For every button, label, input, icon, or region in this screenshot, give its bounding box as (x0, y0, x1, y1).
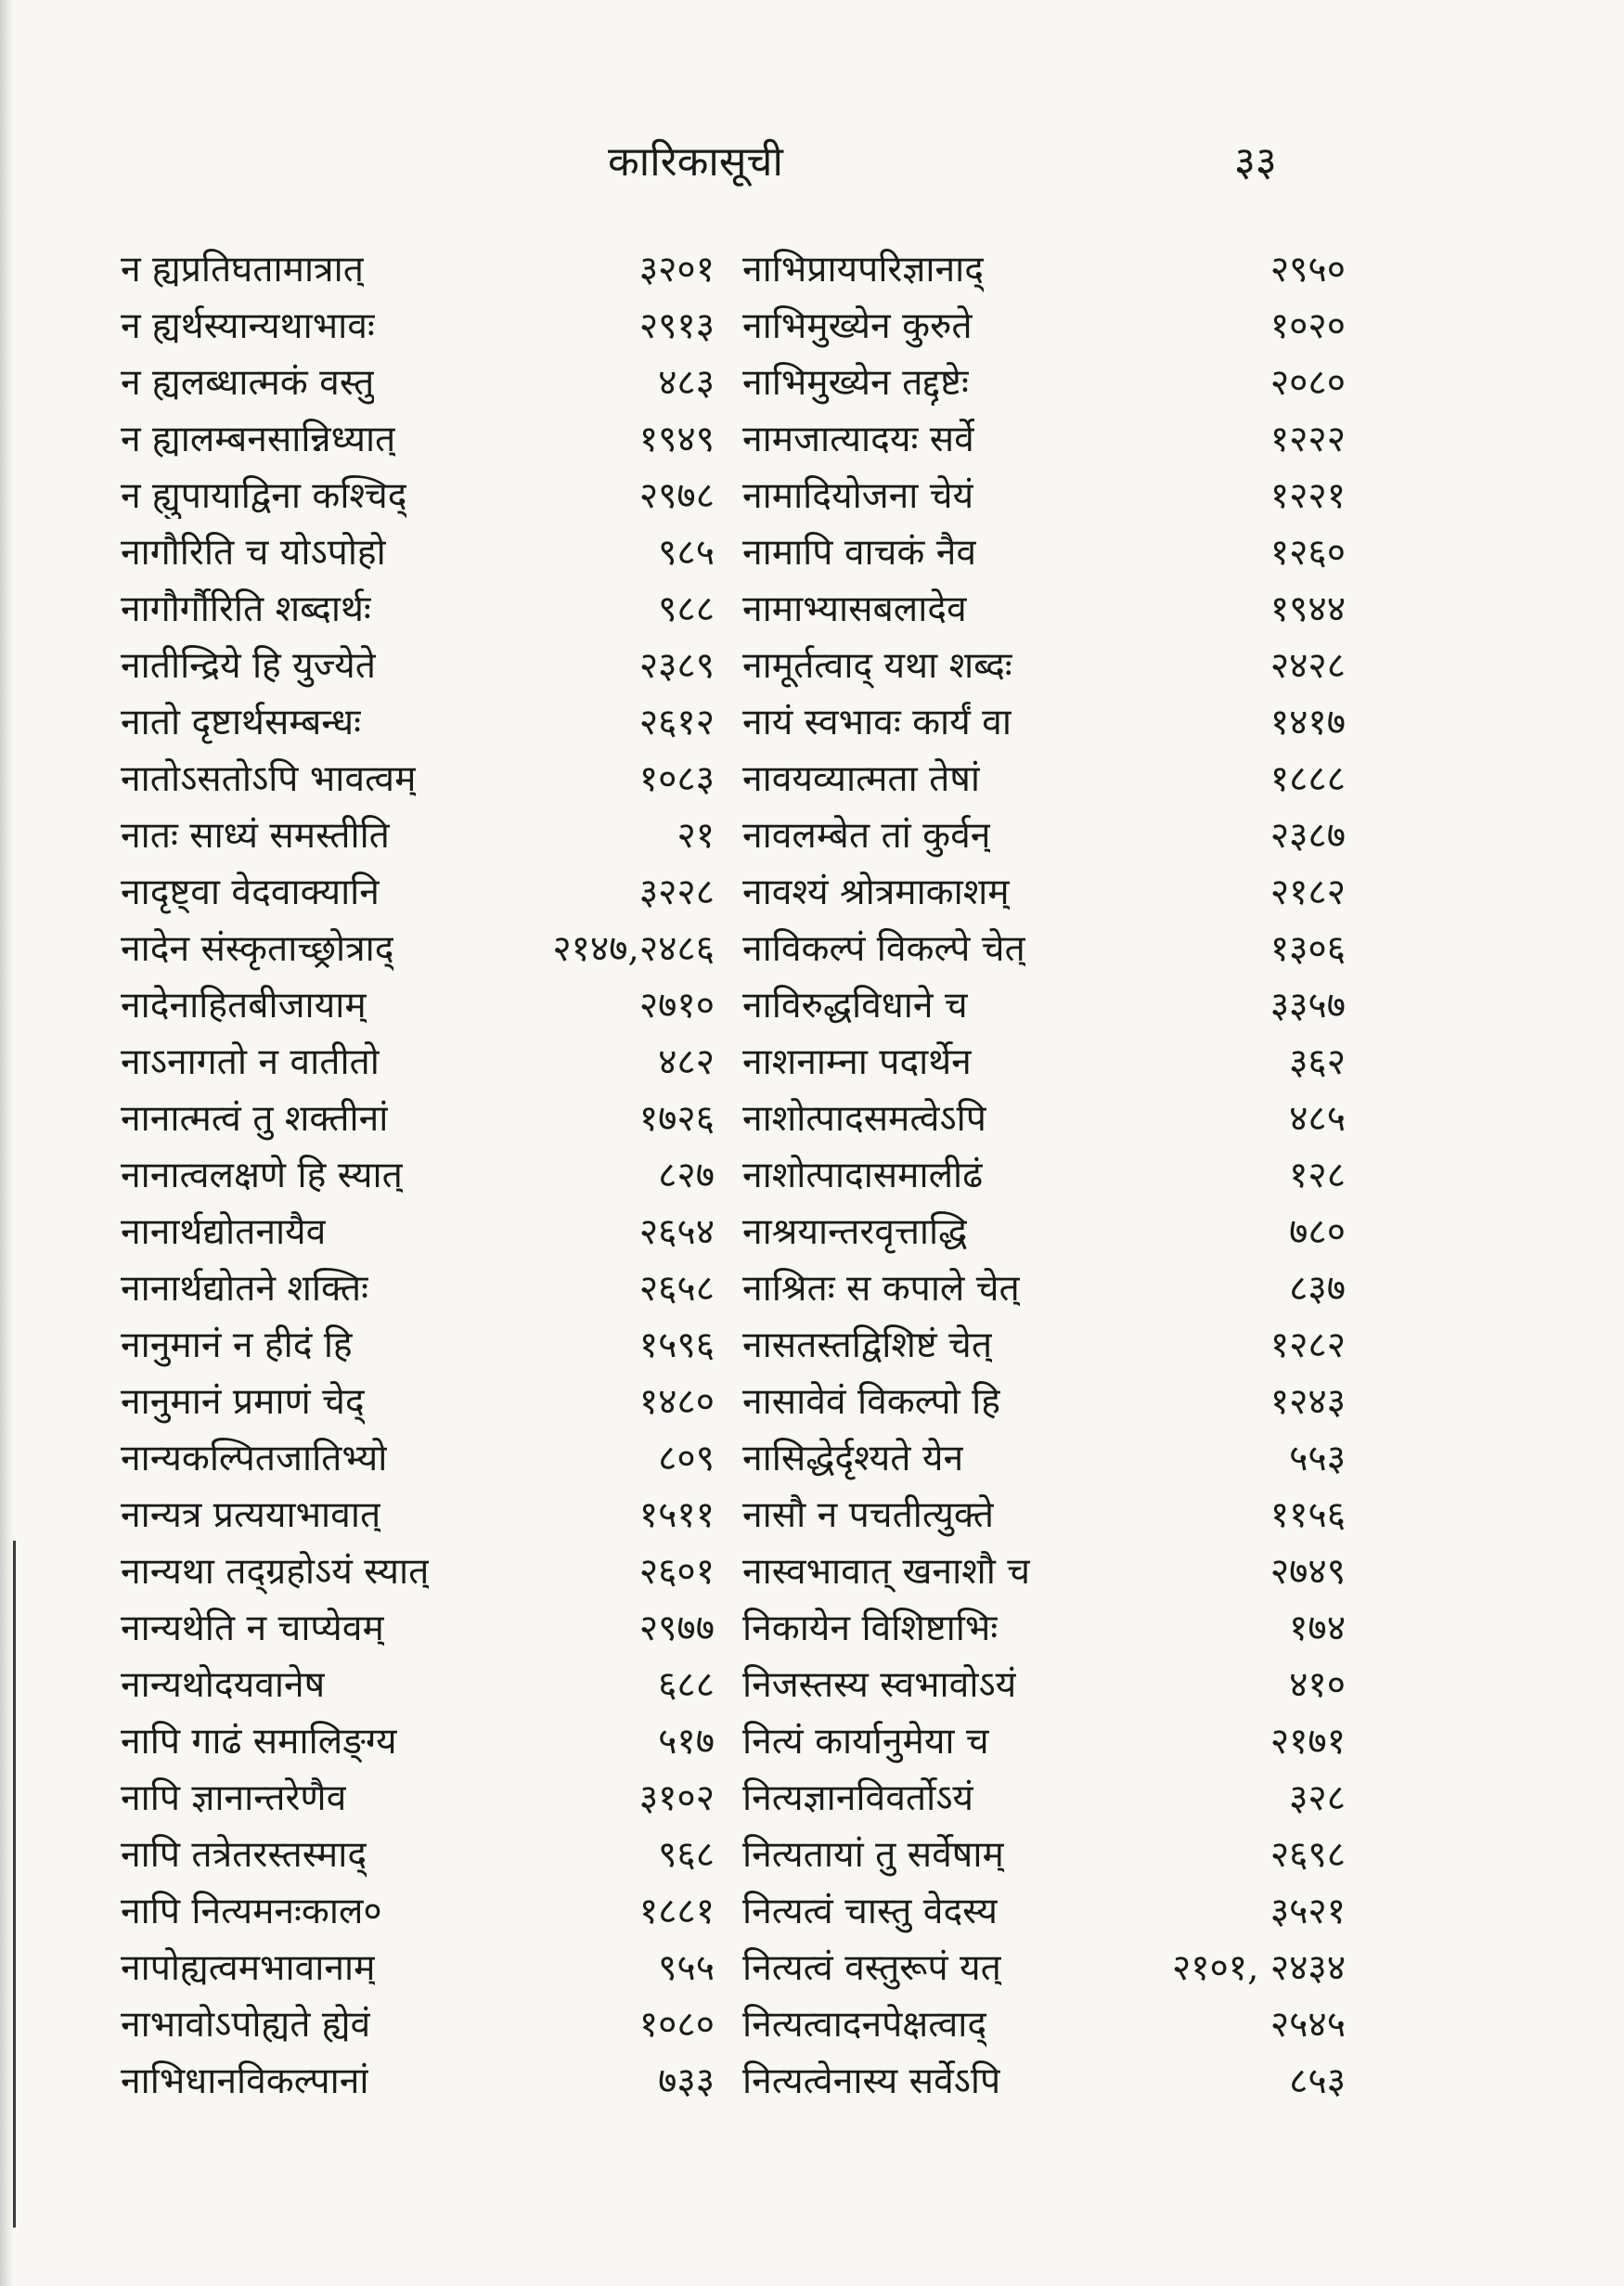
entry-text: निकायेन विशिष्टाभिः (742, 1608, 999, 1649)
entry-text: नातोऽसतोऽपि भावत्वम् (121, 758, 417, 800)
index-entry (121, 466, 715, 523)
entry-ref: १२२१ (1270, 475, 1346, 517)
index-entry (742, 1145, 1346, 1202)
entry-text: नासतस्तद्विशिष्टं चेत् (742, 1324, 993, 1366)
binding-line (13, 1541, 16, 2228)
entry-text: नान्यत्र प्रत्ययाभावात् (121, 1494, 381, 1536)
entry-ref: १२८ (1289, 1155, 1346, 1196)
entry-ref: ३२०१ (638, 249, 715, 291)
entry-text: नान्यथेति न चाप्येवम् (121, 1608, 384, 1649)
entry-ref: २१ (677, 815, 715, 857)
index-entry (742, 806, 1346, 862)
index-entry (742, 1598, 1346, 1655)
index-entry (742, 353, 1346, 409)
entry-ref: १७२६ (638, 1098, 715, 1140)
entry-text: नापोह्यत्वमभावानाम् (121, 1947, 376, 1989)
index-entry (742, 1259, 1346, 1315)
entry-text: नित्यतायां तु सर्वेषाम् (742, 1834, 1004, 1876)
entry-ref: २१०१, २४३४ (1171, 1947, 1346, 1989)
index-entry (742, 523, 1346, 579)
entry-ref: ११५६ (1270, 1494, 1346, 1536)
scan-left-edge (0, 0, 13, 2286)
entry-text: नाशनाम्ना पदार्थेन (742, 1041, 972, 1083)
index-entry (742, 919, 1346, 975)
index-entry (742, 1315, 1346, 1372)
entry-text: नाभिप्रायपरिज्ञानाद् (742, 249, 984, 291)
index-entry (742, 749, 1346, 806)
entry-text: नामजात्यादयः सर्वे (742, 419, 974, 460)
entry-text: न ह्यालम्बनसान्निध्यात् (121, 419, 396, 460)
entry-text: नित्यज्ञानविवर्तोऽयं (742, 1777, 974, 1819)
index-entry (742, 1032, 1346, 1089)
entry-ref: १०८० (638, 2004, 715, 2046)
entry-text: नासौ न पचतीत्युक्ते (742, 1494, 994, 1536)
index-entry (742, 862, 1346, 919)
entry-text: नापि नित्यमनःकाल० (121, 1891, 382, 1932)
entry-ref: १९४४ (1270, 588, 1346, 630)
entry-text: नाशोत्पादासमालीढं (742, 1155, 984, 1196)
index-entry (742, 579, 1346, 636)
index-entry (742, 636, 1346, 692)
entry-ref: ३२८ (1289, 1777, 1346, 1819)
index-entry (121, 1428, 715, 1485)
index-entry (121, 1711, 715, 1768)
index-entry (742, 409, 1346, 466)
index-entry (121, 1032, 715, 1089)
entry-text: न ह्यलब्धात्मकं वस्तु (121, 362, 375, 404)
index-entry (742, 1202, 1346, 1259)
entry-ref: २६०१ (638, 1551, 715, 1593)
index-entry (121, 1598, 715, 1655)
index-entry (742, 1372, 1346, 1428)
index-entry (121, 636, 715, 692)
entry-text: नावश्यं श्रोत्रमाकाशम् (742, 872, 1010, 913)
index-entry (742, 1655, 1346, 1711)
entry-text: न ह्यर्थस्यान्यथाभावः (121, 305, 375, 347)
entry-text: नापि ज्ञानान्तरेणैव (121, 1777, 347, 1819)
entry-text: नादेन संस्कृताच्छ्रोत्राद् (121, 928, 394, 970)
index-entry (742, 1542, 1346, 1598)
entry-ref: ४८५ (1289, 1098, 1346, 1140)
entry-text: नातः साध्यं समस्तीति (121, 815, 390, 857)
index-entry (121, 1825, 715, 1881)
index-column-right (742, 239, 1346, 2216)
entry-ref: १४१७ (1270, 702, 1346, 743)
entry-ref: १२६० (1270, 532, 1346, 574)
entry-ref: ४८३ (658, 362, 715, 404)
entry-text: नित्यत्वं चास्तु वेदस्य (742, 1891, 998, 1932)
entry-ref: २३८७ (1270, 815, 1346, 857)
entry-ref: १४८० (638, 1381, 715, 1423)
entry-text: नावयव्यात्मता तेषां (742, 758, 980, 800)
entry-ref: ३५२१ (1270, 1891, 1346, 1932)
entry-text: नातो दृष्टार्थसम्बन्धः (121, 702, 361, 743)
entry-text: नाऽनागतो न वातीतो (121, 1041, 380, 1083)
index-entry (742, 1485, 1346, 1542)
entry-ref: २७४९ (1270, 1551, 1346, 1593)
entry-ref: २९१३ (638, 305, 715, 347)
entry-text: नासिद्धेर्दृश्यते येन (742, 1438, 964, 1479)
entry-text: नानुमानं प्रमाणं चेद् (121, 1381, 365, 1423)
index-entry (121, 239, 715, 296)
entry-text: नादेनाहितबीजायाम् (121, 985, 367, 1027)
entry-text: नानार्थद्योतने शक्तिः (121, 1268, 368, 1310)
index-entry (121, 1938, 715, 1995)
entry-ref: १५११ (638, 1494, 715, 1536)
entry-text: नाविकल्पं विकल्पे चेत् (742, 928, 1025, 970)
entry-text: नामापि वाचकं नैव (742, 532, 977, 574)
entry-ref: १३०६ (1270, 928, 1346, 970)
index-entry (121, 1542, 715, 1598)
index-entry (742, 296, 1346, 353)
index-entry (742, 1995, 1346, 2051)
index-entry (121, 975, 715, 1032)
index-column-left (121, 239, 715, 2216)
entry-text: नानार्थद्योतनायैव (121, 1211, 327, 1253)
entry-text: नाभावोऽपोह्यते ह्येवं (121, 2004, 371, 2046)
entry-ref: ५५३ (1289, 1438, 1346, 1479)
entry-text: नान्यथा तद्ग्रहोऽयं स्यात् (121, 1551, 430, 1593)
entry-text: नाभिधानविकल्पानां (121, 2060, 369, 2102)
entry-ref: २९७७ (638, 1608, 715, 1649)
entry-ref: १०८३ (638, 758, 715, 800)
entry-ref: ६८८ (658, 1664, 715, 1706)
entry-ref: १९४९ (638, 419, 715, 460)
index-entry (121, 353, 715, 409)
entry-text: नाभिमुख्येन कुरुते (742, 305, 973, 347)
page-header (0, 130, 1624, 195)
entry-ref: ४८२ (658, 1041, 715, 1083)
entry-ref: १२२२ (1270, 419, 1346, 460)
entry-text: नातीन्द्रिये हि युज्येते (121, 645, 376, 687)
entry-text: नामादियोजना चेयं (742, 475, 974, 517)
entry-text: नागौरिति च योऽपोहो (121, 532, 386, 574)
entry-ref: १२८२ (1270, 1324, 1346, 1366)
entry-ref: ३१०२ (638, 1777, 715, 1819)
entry-text: नान्यथोदयवानेष (121, 1664, 326, 1706)
entry-ref: १०२० (1270, 305, 1346, 347)
entry-ref: ३२२८ (638, 872, 715, 913)
entry-ref: २९५० (1270, 249, 1346, 291)
entry-ref: २६५८ (638, 1268, 715, 1310)
entry-text: नासावेवं विकल्पो हि (742, 1381, 1000, 1423)
index-entry (121, 1881, 715, 1938)
entry-ref: २१४७,२४८६ (552, 928, 715, 970)
page-title: कारिकासूची (608, 138, 783, 186)
index-entry (121, 862, 715, 919)
entry-text: नाभिमुख्येन तद्दृष्टेः (742, 362, 969, 404)
entry-text: नापि तत्रेतरस्तस्माद् (121, 1834, 367, 1876)
entry-ref: २१८२ (1270, 872, 1346, 913)
index-entry (121, 692, 715, 749)
entry-ref: २६५४ (638, 1211, 715, 1253)
entry-ref: ५१७ (658, 1721, 715, 1763)
index-entry (121, 919, 715, 975)
index-entry (742, 1825, 1346, 1881)
entry-text: नास्वभावात् खनाशौ च (742, 1551, 1030, 1593)
entry-text: नानात्वलक्षणे हि स्यात् (121, 1155, 403, 1196)
index-entry (742, 1938, 1346, 1995)
entry-text: न ह्यप्रतिघतामात्रात् (121, 249, 364, 291)
entry-text: नामूर्तत्वाद् यथा शब्दः (742, 645, 1012, 687)
entry-text: नाशोत्पादसमत्वेऽपि (742, 1098, 986, 1140)
entry-text: नित्यत्वादनपेक्षत्वाद् (742, 2004, 987, 2046)
entry-text: नामाभ्यासबलादेव (742, 588, 967, 630)
entry-text: नित्यं कार्यानुमेया च (742, 1721, 989, 1763)
index-entry (121, 1995, 715, 2051)
index-entry (121, 1202, 715, 1259)
entry-ref: २७१० (638, 985, 715, 1027)
entry-text: न ह्युपायाद्विना कश्चिद् (121, 475, 407, 517)
entry-ref: २५४५ (1270, 2004, 1346, 2046)
entry-ref: १८८८ (1270, 758, 1346, 800)
index-entry (121, 1372, 715, 1428)
entry-text: नागौर्गौरिति शब्दार्थः (121, 588, 371, 630)
index-entry (121, 749, 715, 806)
entry-text: नाविरुद्धविधाने च (742, 985, 968, 1027)
index-entry (121, 1485, 715, 1542)
index-entry (742, 1768, 1346, 1825)
index-entry (121, 409, 715, 466)
index-entry (121, 579, 715, 636)
entry-ref: ३६२ (1289, 1041, 1346, 1083)
entry-ref: ९५५ (658, 1947, 715, 1989)
entry-ref: २६१२ (638, 702, 715, 743)
index-entry (742, 1089, 1346, 1145)
index-entry (742, 1711, 1346, 1768)
index-entry (121, 806, 715, 862)
index-entry (121, 1768, 715, 1825)
index-entry (742, 466, 1346, 523)
entry-ref: १५९६ (638, 1324, 715, 1366)
entry-text: नित्यत्वं वस्तुरूपं यत् (742, 1947, 1001, 1989)
index-entry (742, 1428, 1346, 1485)
index-entry (121, 2051, 715, 2108)
entry-text: नायं स्वभावः कार्यं वा (742, 702, 1012, 743)
entry-text: नाश्रयान्तरवृत्ताद्धि (742, 1211, 968, 1253)
entry-text: नान्यकल्पितजातिभ्यो (121, 1438, 388, 1479)
entry-ref: ९६८ (658, 1834, 715, 1876)
entry-text: निजस्तस्य स्वभावोऽयं (742, 1664, 1017, 1706)
entry-ref: २१७१ (1270, 1721, 1346, 1763)
entry-ref: ७३३ (658, 2060, 715, 2102)
index-entry (742, 1881, 1346, 1938)
index-entry (121, 296, 715, 353)
entry-ref: १८८१ (638, 1891, 715, 1932)
entry-text: नित्यत्वेनास्य सर्वेऽपि (742, 2060, 1001, 2102)
index-entry (121, 523, 715, 579)
index-entry (742, 975, 1346, 1032)
index-entry (121, 1145, 715, 1202)
entry-text: नानुमानं न हीदं हि (121, 1324, 353, 1366)
entry-text: नापि गाढं समालिङ्ग्य (121, 1721, 397, 1763)
entry-text: नावलम्बेत तां कुर्वन् (742, 815, 991, 857)
index-entry (742, 2051, 1346, 2108)
entry-ref: २९७८ (638, 475, 715, 517)
entry-ref: ८५३ (1289, 2060, 1346, 2102)
entry-ref: ७८० (1289, 1211, 1346, 1253)
entry-ref: ४१० (1289, 1664, 1346, 1706)
entry-ref: ८२७ (658, 1155, 715, 1196)
entry-ref: ८३७ (1289, 1268, 1346, 1310)
entry-ref: ३३५७ (1270, 985, 1346, 1027)
entry-text: नाश्रितः स कपाले चेत् (742, 1268, 1020, 1310)
entry-text: नानात्मत्वं तु शक्तीनां (121, 1098, 389, 1140)
index-entry (121, 1089, 715, 1145)
index-entry (121, 1315, 715, 1372)
entry-ref: २०८० (1270, 362, 1346, 404)
index-entry (121, 1655, 715, 1711)
entry-text: नादृष्ट्वा वेदवाक्यानि (121, 872, 380, 913)
page-number: ३३ (1234, 138, 1277, 186)
entry-ref: ९८८ (658, 588, 715, 630)
entry-ref: २३८९ (638, 645, 715, 687)
index-entry (121, 1259, 715, 1315)
index-entry (742, 239, 1346, 296)
entry-ref: १७४ (1289, 1608, 1346, 1649)
entry-ref: २४२८ (1270, 645, 1346, 687)
entry-ref: १२४३ (1270, 1381, 1346, 1423)
index-entry (742, 692, 1346, 749)
entry-ref: ९८५ (658, 532, 715, 574)
entry-ref: ८०९ (658, 1438, 715, 1479)
entry-ref: २६९८ (1270, 1834, 1346, 1876)
